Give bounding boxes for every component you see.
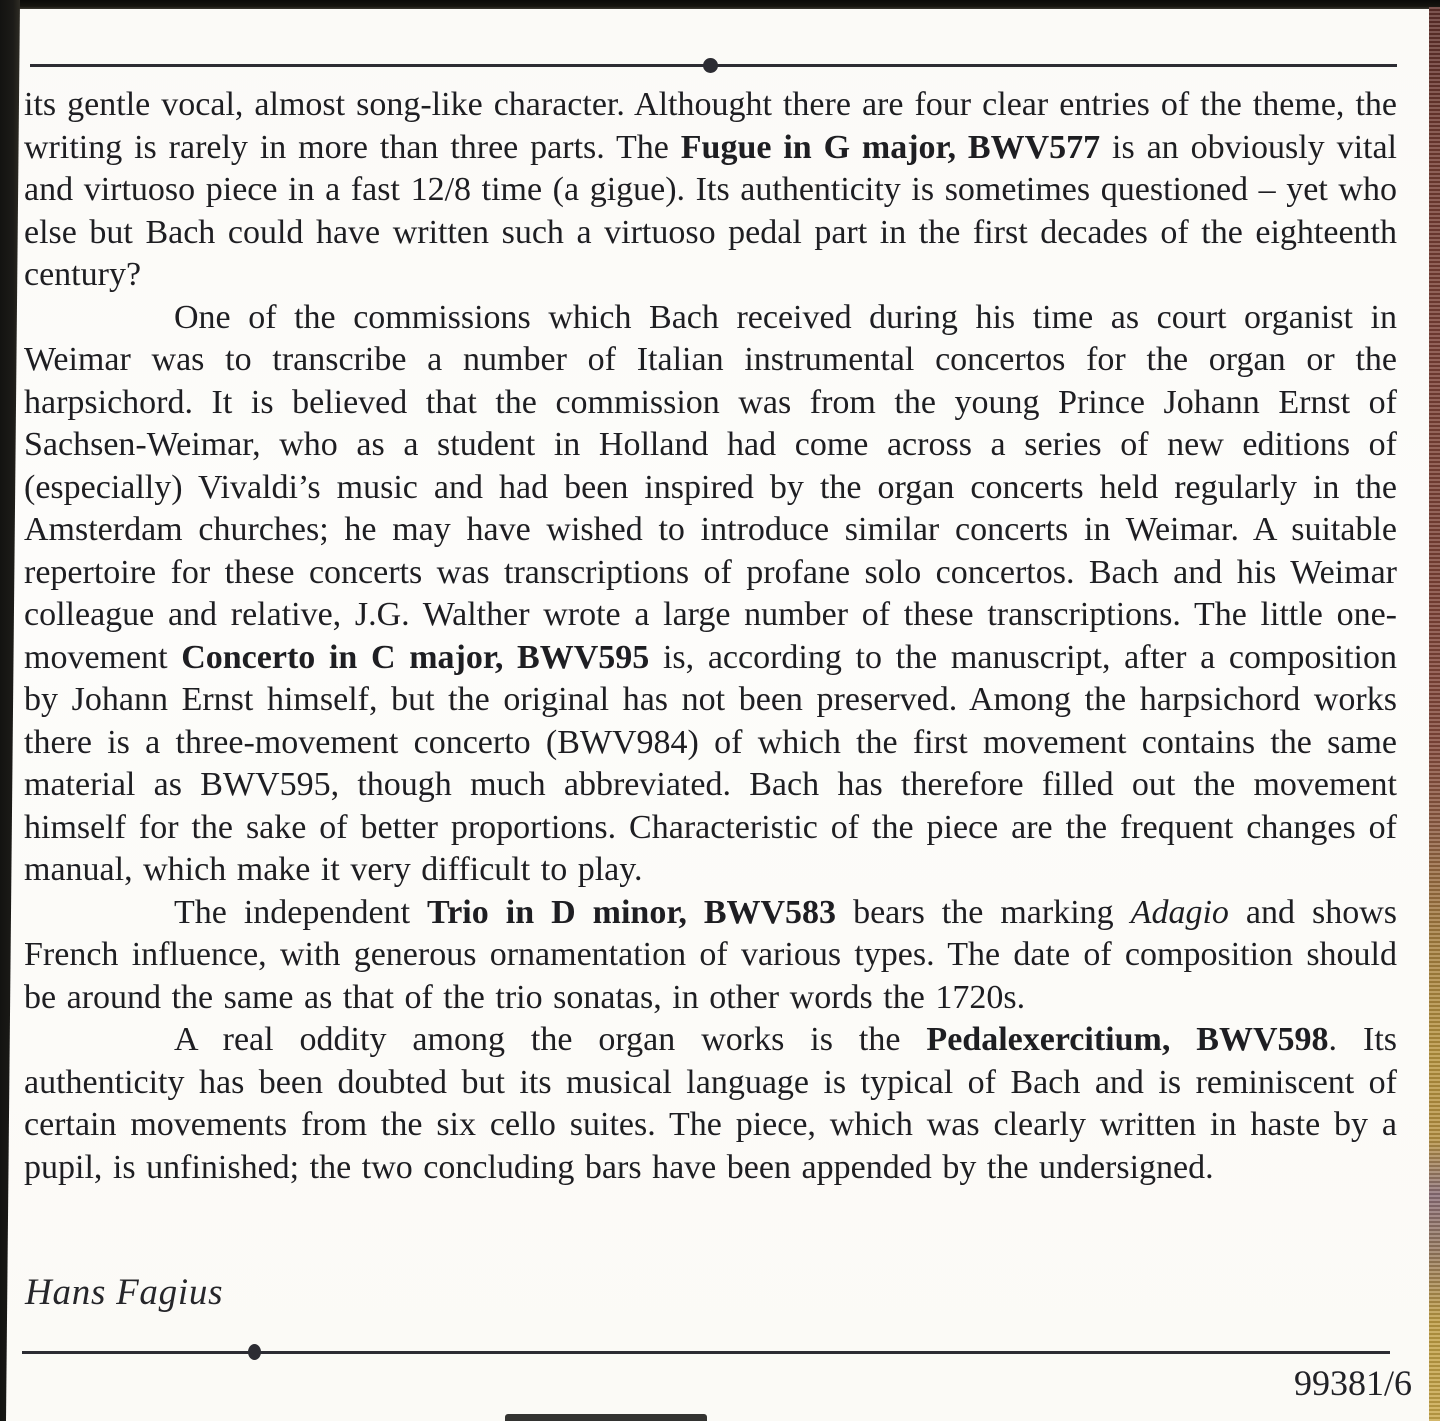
top-divider-dot bbox=[703, 58, 718, 73]
scan-edge-right bbox=[1429, 7, 1440, 1421]
paragraph: its gentle vocal, almost song-like character. Althought there are four clear entries of the theme, the writing is rarely in more than three parts. The Fugue in G major, BWV577 is an obviously vital and virtuoso piece in a fast 12/8 time (a gigue). Its authenticity is sometimes questioned – yet who else but Bach could have written such a virtuoso pedal part in the first decades of the eighteenth century? bbox=[24, 86, 1398, 293]
scan-edge-bottom-artifact bbox=[505, 1414, 707, 1421]
liner-notes-text bbox=[24, 84, 1397, 1189]
scan-edge-left bbox=[0, 0, 22, 1421]
bottom-divider bbox=[22, 1351, 1390, 1354]
bottom-divider-dot bbox=[248, 1344, 261, 1360]
catalog-number: 99381/6 bbox=[1293, 1363, 1412, 1403]
paragraph: One of the commissions which Bach received during his time as court organist in Weimar was to transcribe a number of Italian instrumental concertos for the organ or the harpsichord. It is believed that the commission was from the young Prince Johann Ernst of Sachsen-Weimar, who as a student in Holland had come across a series of new editions of (especially) Vivaldi’s music and had been inspired by the organ concerts held regularly in the Amsterdam churches; he may have wished to introduce similar concerts in Weimar. A suitable repertoire for these concerts was transcriptions of profane solo concertos. Bach and his Weimar colleague and relative, J.G. Walther wrote a large number of these transcriptions. The little one-movement Concerto in C major, BWV595 is, according to the manuscript, after a composition by Johann Ernst himself, but the original has not been preserved. Among the harpsichord works there is a three-movement concerto (BWV984) of which the first movement contains the same material as BWV595, though much abbreviated. Bach has therefore filled out the movement himself for the sake of better proportions. Characteristic of the piece are the frequent changes of manual, which make it very difficult to play. bbox=[24, 298, 1398, 888]
paragraph: The independent Trio in D minor, BWV583 bears the marking Adagio and shows French influence, with generous ornamentation of various types. The date of composition should be around the same as that of the trio sonatas, in other words the 1720s. bbox=[24, 893, 1398, 1016]
paragraph: A real oddity among the organ works is the Pedalexercitium, BWV598. Its authenticity has been doubted but its musical language is typical of Bach and is reminiscent of certain movements from the six cello suites. The piece, which was clearly written in haste by a pupil, is unfinished; the two concluding bars have been appended by the undersigned. bbox=[24, 1021, 1397, 1186]
scan-edge-top bbox=[0, 0, 1440, 9]
author-signature: Hans Fagius bbox=[25, 1272, 224, 1313]
